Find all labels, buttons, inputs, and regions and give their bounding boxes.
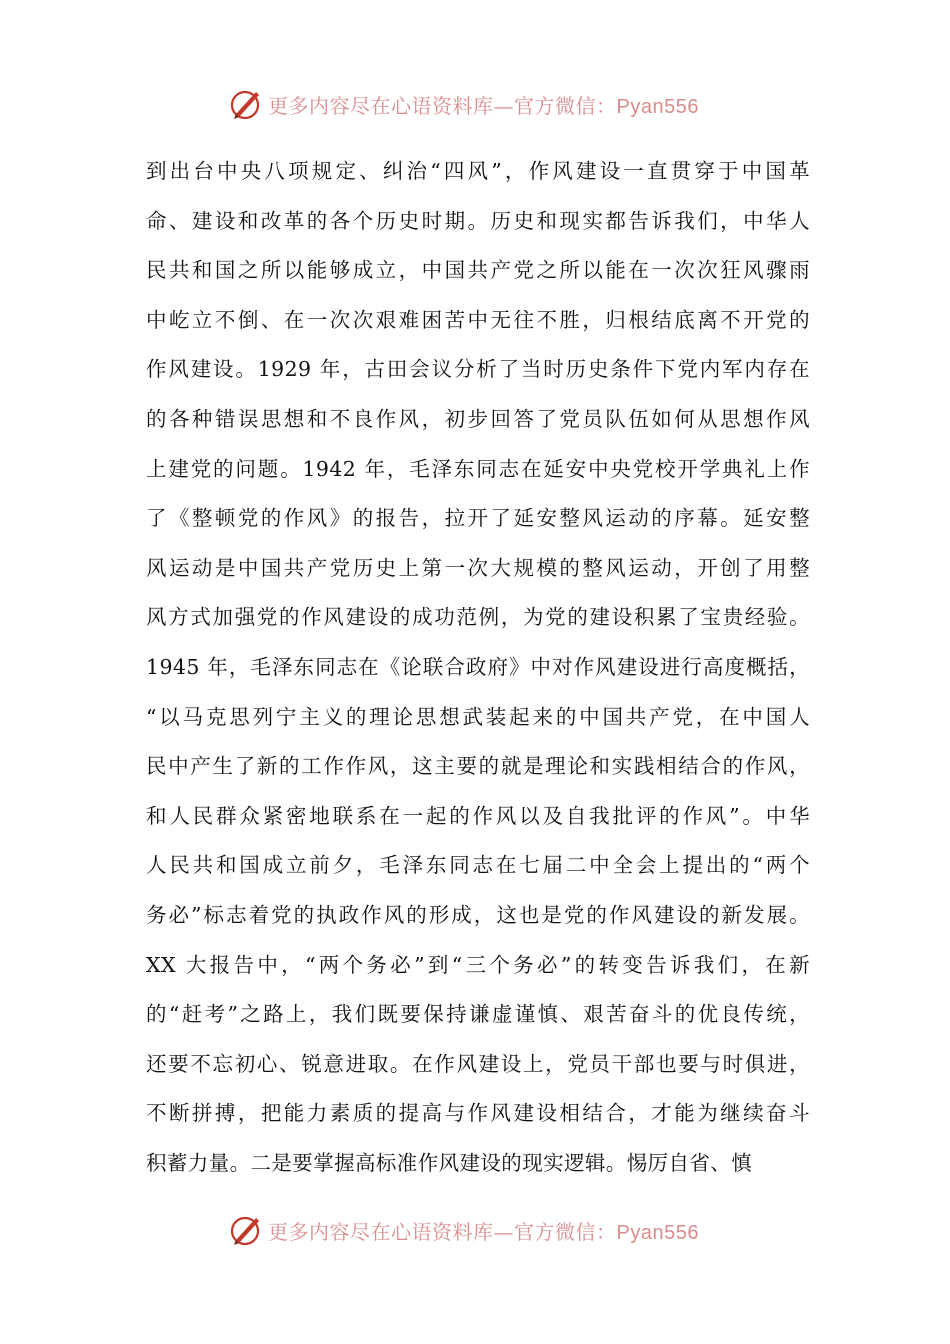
pen-logo-icon [228,86,264,122]
watermark-dash: — [493,93,514,118]
text-line: 的“赶考”之路上，我们既要保持谦虚谨慎、艰苦奋斗的优良传统， [146,1002,810,1027]
text-line: 风方式加强党的作风建设的成功范例，为党的建设积累了宝贵经验。 [146,605,810,630]
text-line: 了《整顿党的作风》的报告，拉开了延安整风运动的序幕。延安整 [146,506,810,531]
watermark-contact: 官方微信：Pyan556 [514,1221,699,1244]
watermark-main: 更多内容尽在心语资料库 [268,93,494,118]
text-line: 还要不忘初心、锐意进取。在作风建设上，党员干部也要与时俱进， [146,1051,810,1076]
text-line: 风运动是中国共产党历史上第一次大规模的整风运动，开创了用整 [146,555,810,580]
text-line: 命、建设和改革的各个历史时期。历史和现实都告诉我们，中华人 [146,208,810,233]
text-line: 1945 年，毛泽东同志在《论联合政府》中对作风建设进行高度概括， [146,654,810,679]
watermark-main: 更多内容尽在心语资料库 [268,1219,494,1244]
text-line: 作风建设。1929 年，古田会议分析了当时历史条件下党内军内存在 [146,357,810,382]
body-text [146,147,810,1188]
text-line: 民共和国之所以能够成立，中国共产党之所以能在一次次狂风骤雨 [146,258,810,283]
text-line: 的各种错误思想和不良作风，初步回答了党员队伍如何从思想作风 [146,406,810,431]
text-line: XX 大报告中，“两个务必”到“三个务必”的转变告诉我们，在新 [146,952,810,977]
footer-watermark [228,1210,748,1250]
text-line: 到出台中央八项规定、纠治“四风”，作风建设一直贯穿于中国革 [146,159,810,183]
watermark-dash: — [493,1219,514,1244]
text-line: 务必”标志着党的执政作风的形成，这也是党的作风建设的新发展。 [146,902,810,927]
watermark-text [268,1216,699,1245]
watermark-contact: 官方微信：Pyan556 [514,95,699,118]
text-line: 上建党的问题。1942 年，毛泽东同志在延安中央党校开学典礼上作 [146,456,810,481]
text-line: 积蓄力量。二是要掌握高标准作风建设的现实逻辑。惕厉自省、慎 [146,1150,753,1175]
text-line: “以马克思列宁主义的理论思想武装起来的中国共产党，在中国人 [146,704,810,729]
text-line: 民中产生了新的工作作风，这主要的就是理论和实践相结合的作风， [146,754,810,779]
text-line: 和人民群众紧密地联系在一起的作风以及自我批评的作风”。中华 [146,803,810,828]
text-line: 不断拼搏，把能力素质的提高与作风建设相结合，才能为继续奋斗 [146,1101,810,1126]
text-line: 人民共和国成立前夕，毛泽东同志在七届二中全会上提出的“两个 [146,853,810,878]
watermark-text [268,90,699,119]
pen-logo-icon [228,1212,264,1248]
text-line: 中屹立不倒、在一次次艰难困苦中无往不胜，归根结底离不开党的 [146,307,810,332]
header-watermark [228,84,748,124]
